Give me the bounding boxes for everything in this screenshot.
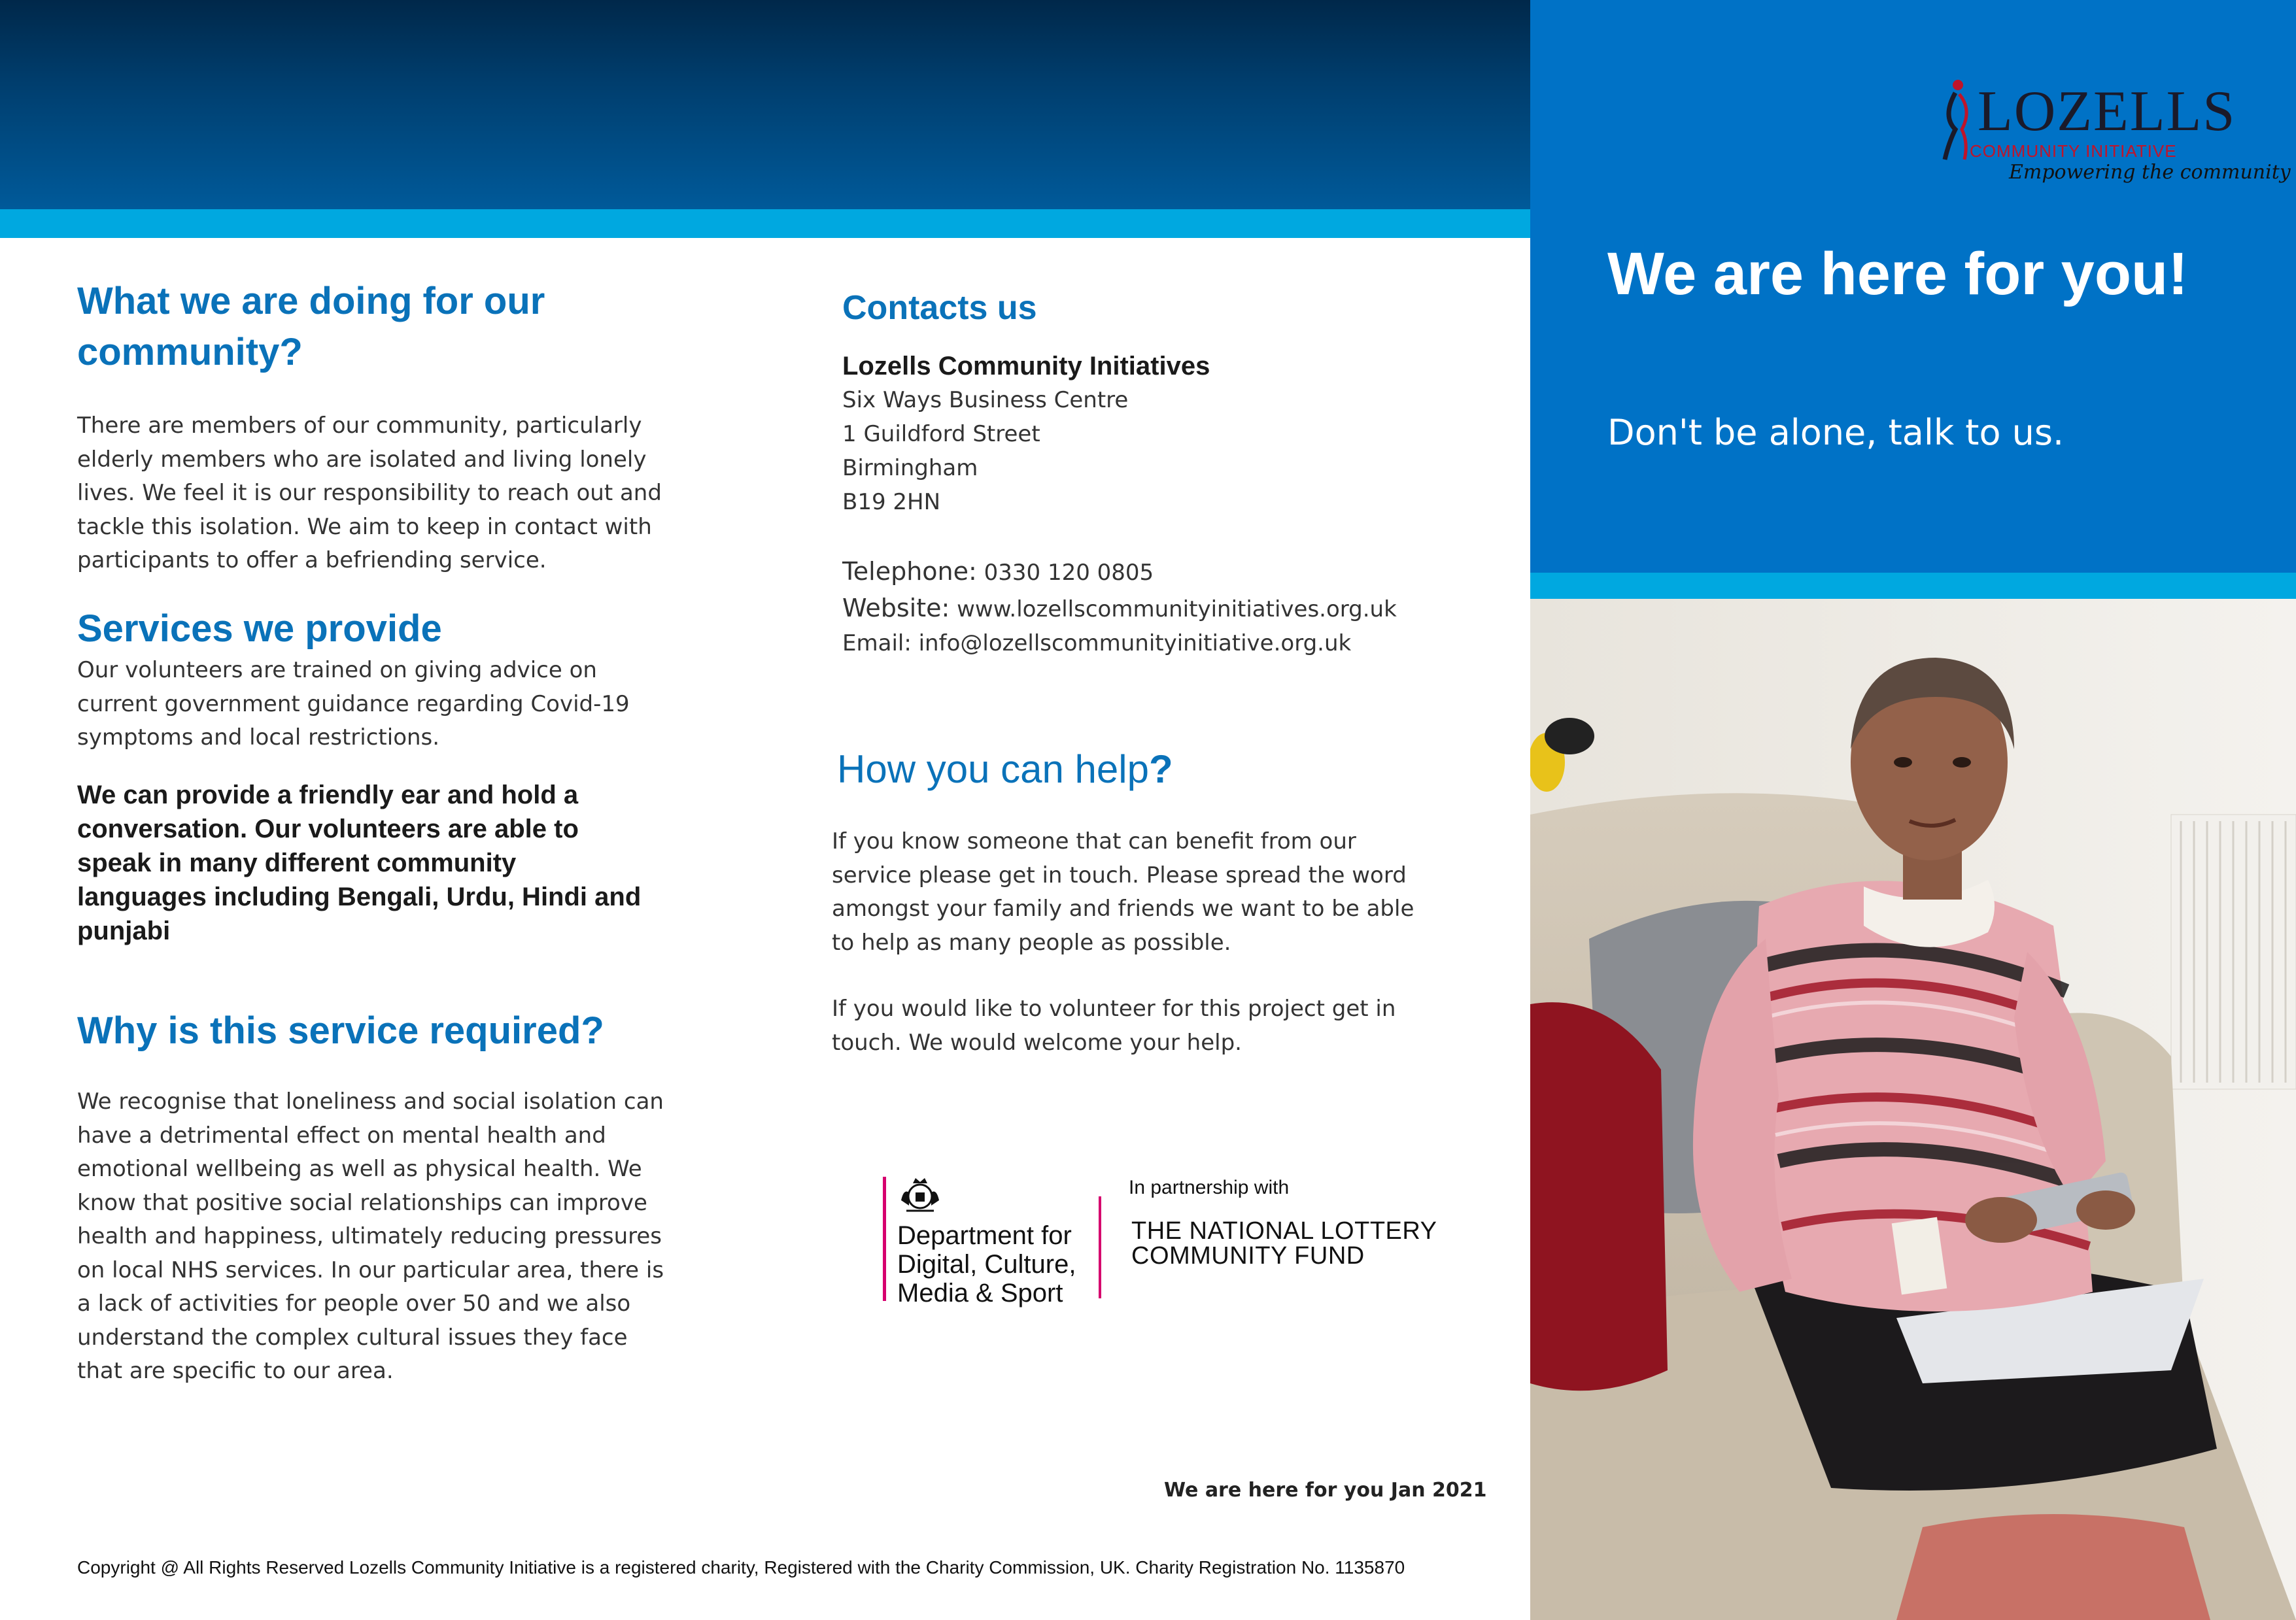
contact-address [842,383,1128,519]
partnership-label: In partnership with [1129,1177,1290,1198]
contact-organisation: Lozells Community Initiatives [842,352,1210,380]
help-paragraph-2: If you would like to volunteer for this project get in touch. We would welcome your help. [832,996,1396,1056]
contact-telephone [842,554,1154,590]
doing-heading: What we are doing for our community? [77,280,545,373]
help-heading-mark: ? [1148,747,1173,791]
dcms-line: Media & Sport [897,1279,1063,1308]
hero-subtitle: Don't be alone, talk to us. [1607,412,2065,453]
telephone-label: Telephone: [842,557,977,586]
lottery-logo-text [1131,1219,1437,1268]
why-heading: Why is this service required? [77,1009,604,1052]
website-label: Website: [842,594,950,622]
contact-email [842,626,1351,660]
address-line: Six Ways Business Centre [842,387,1129,413]
help-paragraph-1: If you know someone that can benefit from our service please get in touch. Please spread the word amongst your family and friends we want to be able to help as many people as possible. [832,828,1414,956]
website-link[interactable]: www.lozellscommunityinitiatives.org.uk [957,596,1397,622]
logo-tagline: Empowering the community [2009,161,2291,184]
royal-crest-icon [897,1174,943,1219]
dcms-line: Digital, Culture, [897,1250,1076,1279]
hero-stripe [1530,573,2296,599]
header-stripe [0,209,1530,238]
doing-paragraph: There are members of our community, particularly elderly members who are isolated and living lonely lives. We feel it is our responsibility to reach out and tackle this isolation. We aim to keep in contact with participants to offer a befriending service. [77,413,662,573]
help-heading-text: How you can help [837,747,1149,791]
why-paragraph: We recognise that loneliness and social isolation can have a detrimental effect on mental health and emotional wellbeing as well as physical health. We know that positive social relationships can improve health and happiness, ultimately reducing pressures on local NHS services. In our particular area, there is a lack of activities for people over 50 and we also understand the complex cultural issues they face that are specific to our area. [77,1088,664,1384]
copyright-notice: Copyright @ All Rights Reserved Lozells Community Initiative is a registered charity, Registered with the Charity Commission, UK. Charity Registration No. 1135870 [77,1557,1405,1578]
address-line: Birmingham [842,455,978,481]
logo-subtitle: COMMUNITY INITIATIVE [1970,141,2177,161]
contacts-heading: Contacts us [842,289,1037,327]
help-heading [837,745,1173,794]
email-link[interactable]: info@lozellscommunityinitiative.org.uk [918,630,1352,656]
partner-divider [1099,1196,1101,1298]
email-label: Email: [842,630,912,656]
dcms-line: Department for [897,1221,1072,1250]
footer-date-line: We are here for you Jan 2021 [1164,1479,1487,1502]
lottery-line: COMMUNITY FUND [1131,1242,1365,1270]
friendly-ear-paragraph: We can provide a friendly ear and hold a conversation. Our volunteers are able to speak in many different community languages including Bengali, Urdu, Hindi and punjabi [77,781,642,945]
lottery-line: THE NATIONAL LOTTERY [1131,1217,1437,1245]
photo-illustration [1530,599,2296,1620]
dcms-logo-bar [883,1177,886,1301]
photo-elderly-woman-on-sofa [1530,599,2296,1620]
logo-wordmark: LOZELLS [1978,80,2236,143]
contact-website [842,591,1397,626]
telephone-number[interactable]: 0330 120 0805 [984,560,1154,586]
dcms-logo-text [897,1221,1076,1308]
header-band [0,0,1530,209]
services-heading: Services we provide [77,607,442,650]
address-line: 1 Guildford Street [842,421,1040,447]
hero-title: We are here for you! [1607,241,2188,307]
services-paragraph: Our volunteers are trained on giving advice on current government guidance regarding Covid-19 symptoms and local restrictions. [77,657,630,751]
address-line: B19 2HN [842,489,941,515]
